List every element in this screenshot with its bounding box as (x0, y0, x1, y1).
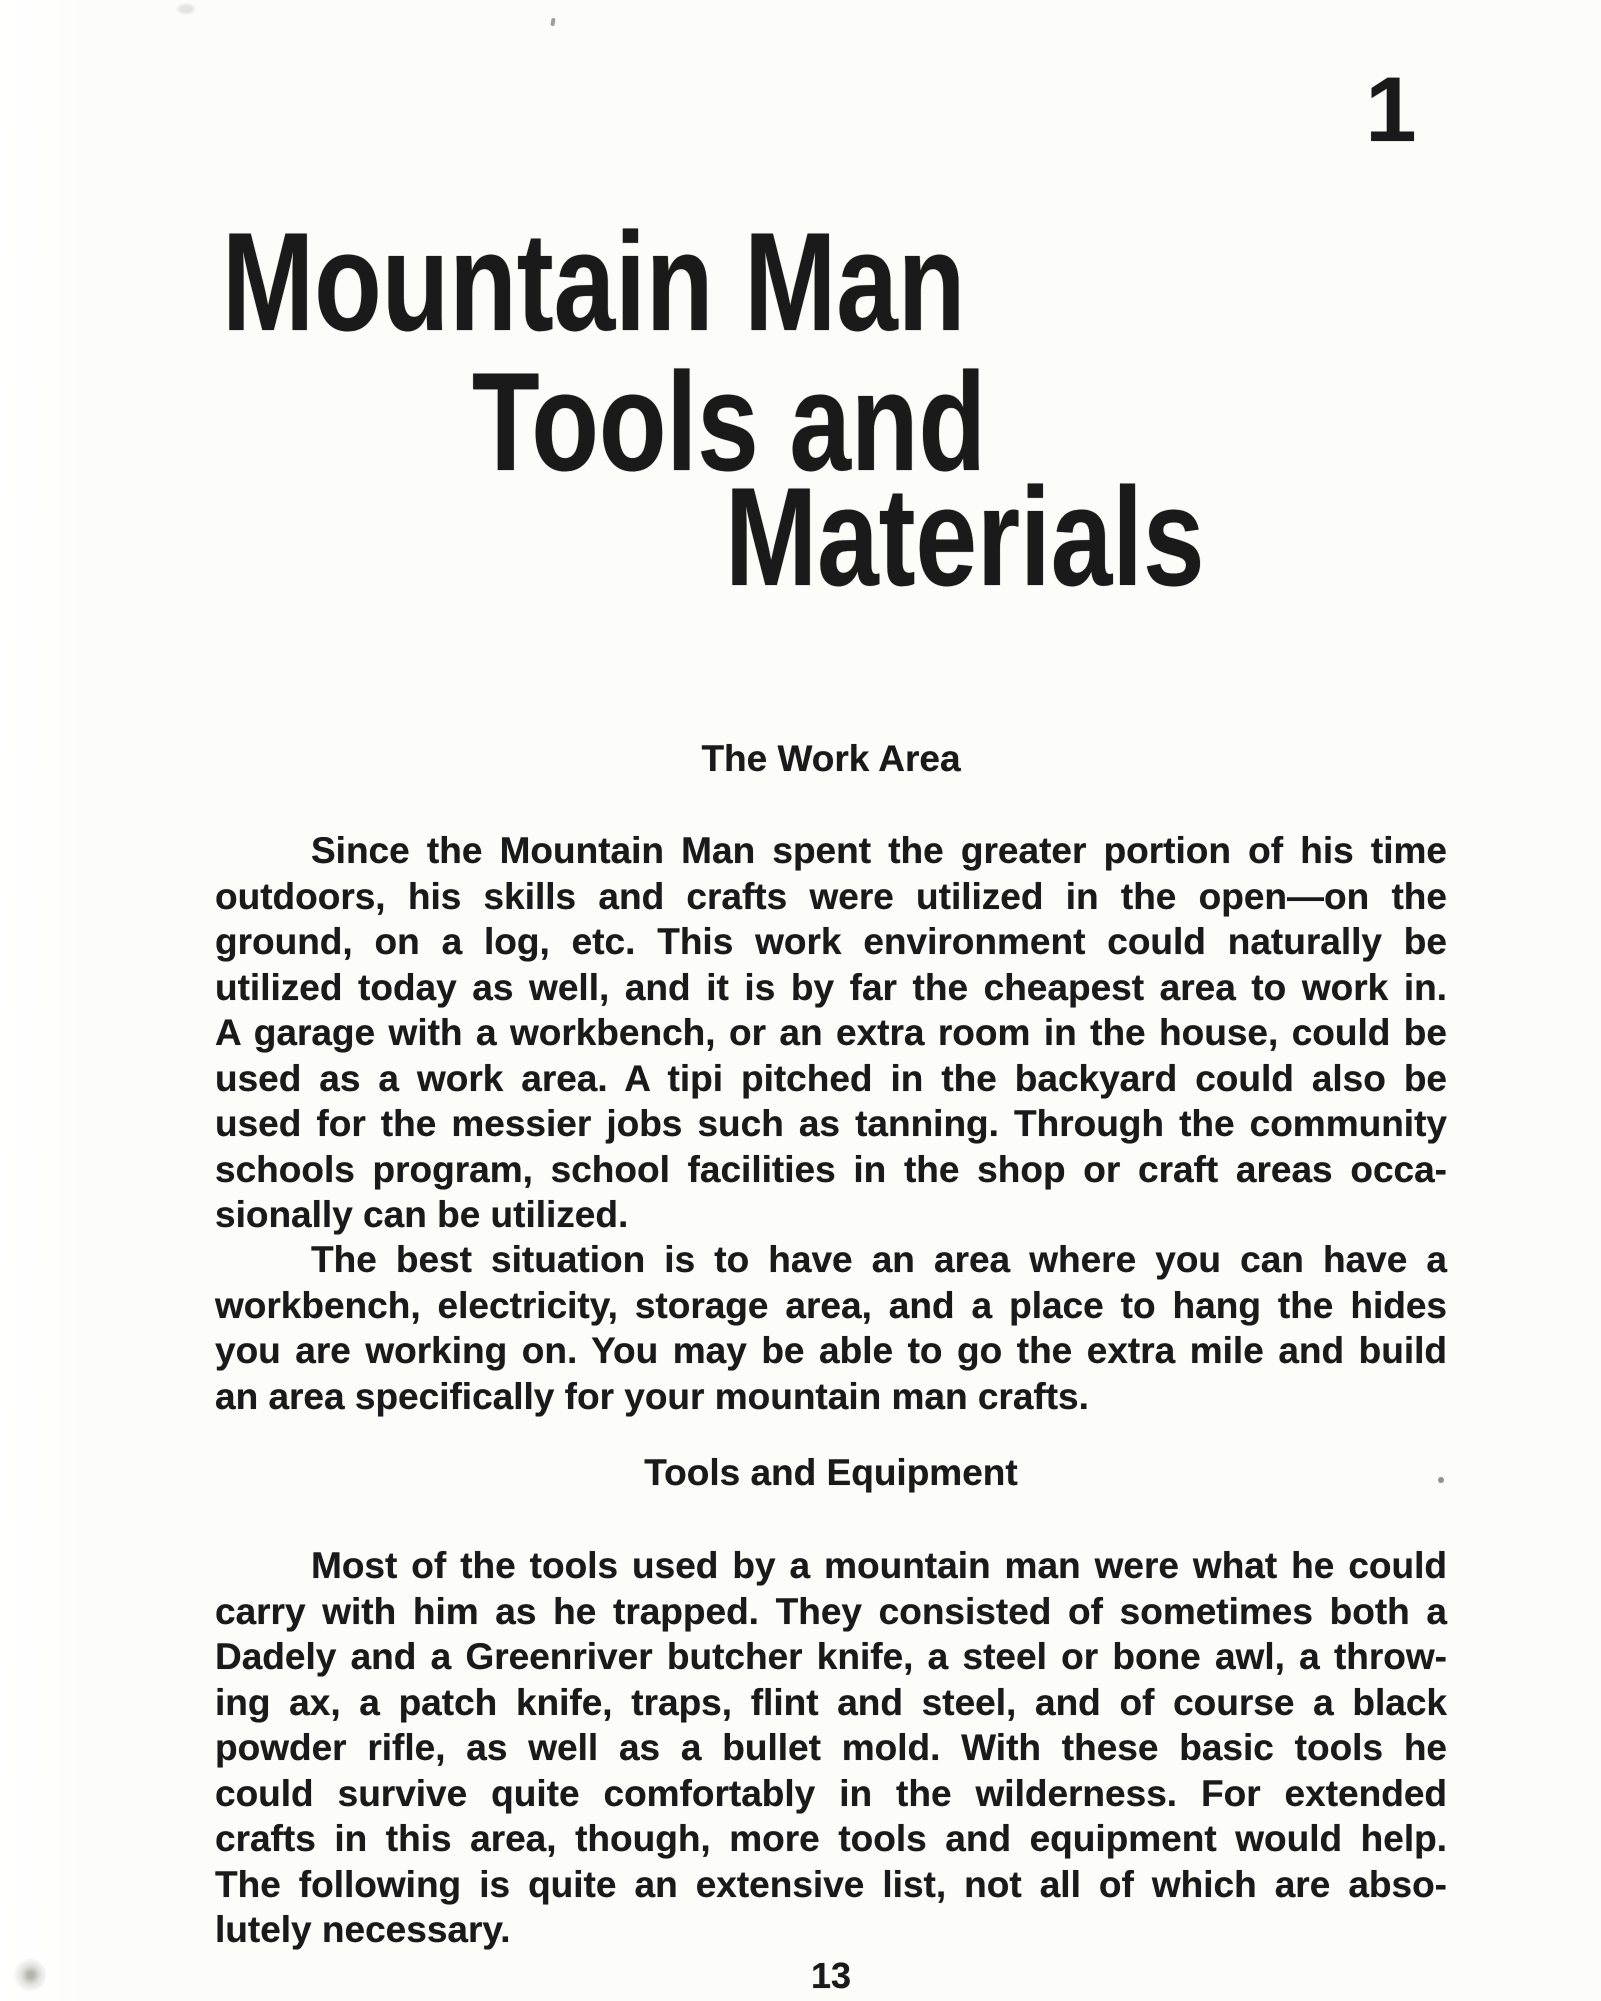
title-line: Materials (725, 458, 1205, 615)
text-line: Most of the tools used by a mountain man were what he could (311, 1545, 1447, 1586)
text-line: The best situation is to have an area where you can have a (311, 1239, 1447, 1280)
text-line: sionally can be utilized. (215, 1194, 629, 1235)
text-line: utilized today as well, and it is by far the cheapest area to work in. (215, 966, 1447, 1008)
text-line: A garage with a workbench, or an extra room in the house, could be (215, 1012, 1447, 1053)
text-line: lutely necessary. (215, 1909, 511, 1950)
scan-speck (1438, 1477, 1444, 1483)
text-line: used for the messier jobs such as tanning. Through the community (215, 1103, 1447, 1144)
text-line: outdoors, his skills and crafts were utilized in the open—on the (215, 875, 1447, 917)
text-line: Dadely and a Greenriver butcher knife, a steel or bone awl, a throw- (215, 1636, 1447, 1677)
paragraph (215, 1237, 1447, 1419)
text-line: ing ax, a patch knife, traps, flint and steel, and of course a black (215, 1681, 1447, 1723)
title-line: Tools and (472, 343, 987, 500)
text-line: used as a work area. A tipi pitched in the backyard could also be (215, 1057, 1447, 1099)
paragraph (215, 1543, 1447, 1953)
scan-smudge (12, 1958, 46, 1992)
text-line: Since the Mountain Man spent the greater portion of his time (311, 830, 1447, 871)
title-line: Mountain Man (222, 203, 966, 360)
section-heading-tools-equipment: Tools and Equipment (644, 1452, 1018, 1493)
text-line: could survive quite comfortably in the wilderness. For extended (215, 1772, 1447, 1814)
scan-speck (550, 18, 555, 27)
paragraph (215, 828, 1447, 1238)
text-line: schools program, school facilities in the shop or craft areas occa- (215, 1148, 1447, 1190)
text-line: The following is quite an extensive list, not all of which are abso- (215, 1863, 1447, 1905)
text-line: ground, on a log, etc. This work environment could naturally be (215, 921, 1447, 962)
text-line: carry with him as he trapped. They consisted of sometimes both a (215, 1590, 1447, 1632)
text-line: an area specifically for your mountain man crafts. (215, 1375, 1089, 1417)
text-line: powder rifle, as well as a bullet mold. With these basic tools he (215, 1727, 1447, 1768)
text-line: workbench, electricity, storage area, and a place to hang the hides (215, 1284, 1447, 1326)
text-line: crafts in this area, though, more tools and equipment would help. (215, 1818, 1447, 1859)
scan-smudge (176, 3, 196, 15)
section-heading-work-area: The Work Area (701, 738, 961, 779)
page-number: 13 (810, 1955, 852, 1996)
text-line: you are working on. You may be able to go the extra mile and build (215, 1330, 1447, 1371)
chapter-number: 1 (1365, 59, 1415, 161)
